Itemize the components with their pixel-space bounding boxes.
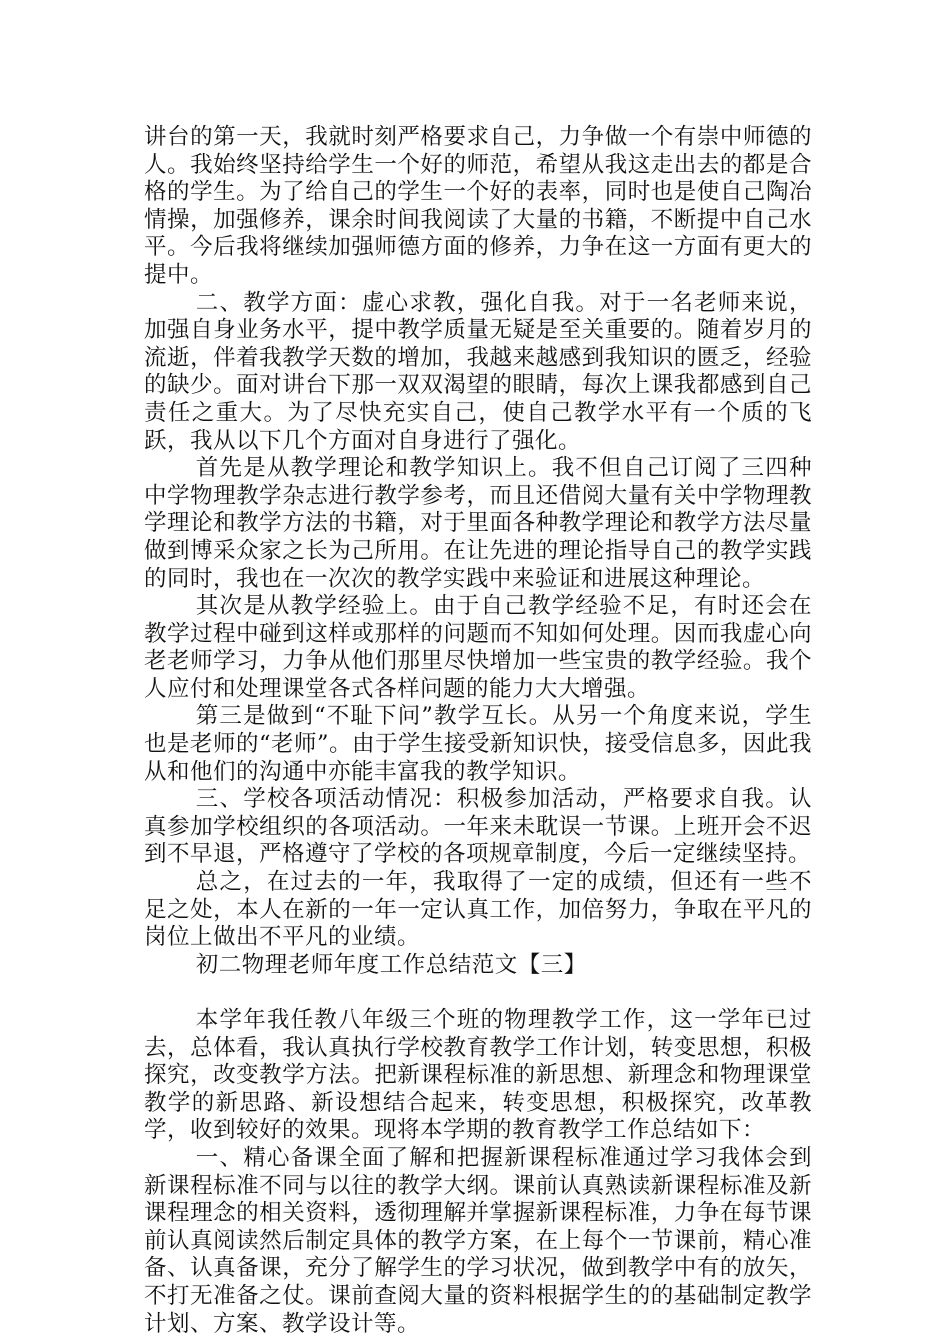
paragraph: 讲台的第一天，我就时刻严格要求自己，力争做一个有崇中师德的人。我始终坚持给学生一个好的师范，希望从我这走出去的都是合格的学生。为了给自己的学生一个好的表率，同时也是使自己陶冶情操，加强修养，课余时间我阅读了大量的书籍，不断提中自己水平。今后我将继续加强师德方面的修养，力争在这一方面有更大的提中。 (144, 124, 812, 288)
paragraph: 总之，在过去的一年，我取得了一定的成绩，但还有一些不足之处，本人在新的一年一定认真工作，加倍努力，争取在平凡的岗位上做出不平凡的业绩。 (144, 869, 812, 951)
section-heading: 初二物理老师年度工作总结范文【三】 (195, 951, 587, 978)
paragraph: 本学年我任教八年级三个班的物理教学工作，这一学年已过去，总体看，我认真执行学校教育教学工作计划，转变思想，积极探究，改变教学方法。把新课程标准的新思想、新理念和物理课堂教学的新思路、新设想结合起来，转变思想，积极探究，改革教学，收到较好的效果。现将本学期的教育教学工作总结如下： (144, 1007, 812, 1144)
blank-line (144, 979, 812, 1007)
paragraph: 第三是做到“不耻下问”教学互长。从另一个角度来说，学生也是老师的“老师”。由于学生接受新知识快，接受信息多，因此我从和他们的沟通中亦能丰富我的教学知识。 (144, 703, 813, 785)
paragraph: 二、教学方面：虚心求教，强化自我。对于一名老师来说，加强自身业务水平，提中教学质量无疑是至关重要的。随着岁月的流逝，伴着我教学天数的增加，我越来越感到我知识的匮乏，经验的缺少。面对讲台下那一双双渴望的眼睛，每次上课我都感到自己责任之重大。为了尽快充实自己，使自己教学水平有一个质的飞跃，我从以下几个方面对自身进行了强化。 (144, 289, 812, 454)
paragraph: 其次是从教学经验上。由于自己教学经验不足，有时还会在教学过程中碰到这样或那样的问题而不知如何处理。因而我虚心向老老师学习，力争从他们那里尽快增加一些宝贵的教学经验。我个人应付和处理课堂各式各样问题的能力大大增强。 (144, 593, 812, 702)
paragraph: 三、学校各项活动情况：积极参加活动，严格要求自我。认真参加学校组织的各项活动。一年来未耽误一节课。上班开会不迟到不早退，严格遵守了学校的各项规章制度，今后一定继续坚持。 (144, 786, 812, 868)
paragraph: 首先是从教学理论和教学知识上。我不但自己订阅了三四种中学物理教学杂志进行教学参考，而且还借阅大量有关中学物理教学理论和教学方法的书籍，对于里面各种教学理论和教学方法尽量做到博采众家之长为己所用。在让先进的理论指导自己的教学实践的同时，我也在一次次的教学实践中来验证和进展这种理论。 (144, 455, 812, 592)
document-body (144, 124, 812, 1338)
paragraph: 一、精心备课全面了解和把握新课程标准通过学习我体会到新课程标准不同与以往的教学大纲。课前认真熟读新课程标准及新课程理念的相关资料，透彻理解并掌握新课程标准，力争在每节课前认真阅读然后制定具体的教学方案，在上每个一节课前，精心准备、认真备课，充分了解学生的学习状况，做到教学中有的放矢，不打无准备之仗。课前查阅大量的资料根据学生的的基础制定教学计划、方案、教学设计等。 (144, 1144, 812, 1337)
